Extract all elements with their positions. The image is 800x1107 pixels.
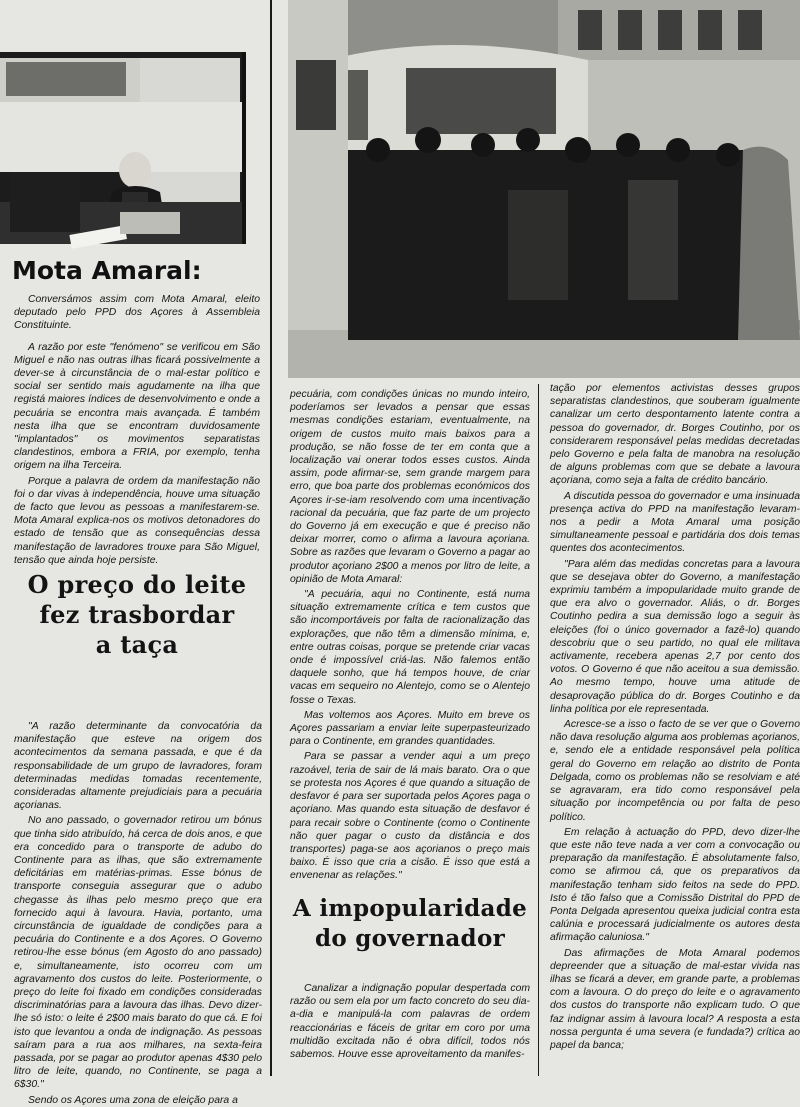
column-1: [14, 293, 260, 566]
col1-paragraph: A razão por este "fenómeno" se verificou em São Miguel e não nas outras ilhas ficará possivelmente a dever-se à circunstância de o mal-estar político e social ser sentido mais agudamente na ilha que registá maiores índices de desenvolvimento e onde a pecuária se encontra mais avançada. É também nesta ilha que se encontram duvidosamente "implantados" os movimentos separatistas clandestinos, embora a FRIA, por exemplo, tenha origem na ilha Terceira.: [14, 341, 260, 472]
subhead-preco-do-leite: [14, 570, 260, 660]
col2-paragraph: Mas voltemos aos Açores. Muito em breve os Açores passariam a enviar leite superpasteurizado para o Continente, em grandes quantidades.: [290, 709, 530, 748]
col3-paragraph: Acresce-se a isso o facto de se ver que o Governo não dava resolução alguma aos problemas açorianos, e, sendo ele a entidade responsável pela política geral do Governo em relação ao distrito de Ponta Delgada, como os problemas não se resolviam e até se agravaram, era tido como responsável pela situação por incompetência ou por falta de peso político.: [550, 719, 800, 823]
col3-paragraph: Das afirmações de Mota Amaral podemos depreender que a situação de mal-estar vivida nas ilhas se ficará a dever, em grande parte, a problemas com a lavoura. O do preço do leite e o agravamento dos custos do transporte não explicam tudo. O que faz indignar assim à lavoura local? A resposta a esta nossa pergunta é uma severa (e fundada?) crítica ao papel da banca;: [550, 947, 800, 1051]
article-headline: Mota Amaral:: [12, 256, 202, 285]
photo-mota-amaral: [0, 52, 246, 244]
col2-paragraph: Para se passar a vender aqui a um preço razoável, teria de sair de lá mais barato. Ora o que se protesta nos Açores é que quando a situação de desfavor é para ser suportada pelos Açores paga o açoriano. Mas quando esta situação de desfavor é para recair sobre o Continente (como o Continente não quer pagar o custo da distância e dos transportes) paga-se aos açorianos o preço mais baixo. É isso que cria a cisão. É isso que está a envenenar as relações.": [290, 751, 530, 882]
column-divider: [270, 0, 272, 1076]
col1-paragraph: Porque a palavra de ordem da manifestação não foi o dar vivas à independência, houve uma situação de facto que levou as pessoas a manifestarem-se. Mota Amaral explica-nos os motivos detonadores do estado de tensão que as consequências dessa manifestação de lavradores trouxe para São Miguel, tensão que ainda hoje persiste.: [14, 475, 260, 566]
col3-paragraph: "Para além das medidas concretas para a lavoura que se desejava obter do Governo, a manifestação exprimiu também a impopularidade muito grande de que era alvo o governador. Aliás, o dr. Borges Coutinho pedira a sua demissão logo a seguir às eleições (foi o único governador a fazê-lo) quando descobriu que o seu partido, no qual ele militava activamente, recebera apenas 2,7 por cento dos votos. O Governo é que não aceitou a sua demissão. Ao mesmo tempo, houve uma atitude de desaprovação pública do dr. Borges Coutinho e da linha política por ele representada.: [550, 558, 800, 715]
column-2-continued: [290, 982, 530, 1076]
col3-paragraph: A discutida pessoa do governador e uma insinuada presença activa do PPD na manifestação levaram-nos a pedir a Mota Amaral uma posição simultaneamente pessoal e partidária dos dois temas quentes dos acontecimentos.: [550, 490, 800, 555]
subhead-line: fez trasbordar: [39, 600, 235, 629]
column-1-continued: [14, 720, 262, 1106]
subhead-line: O preço do leite: [27, 570, 247, 599]
column-divider: [538, 384, 539, 1076]
column-2: [290, 388, 530, 882]
subhead-line: do governador: [314, 925, 506, 952]
column-3: [550, 382, 800, 1076]
subhead-line: A impopularidade: [292, 895, 528, 922]
col3-paragraph: tação por elementos activistas desses grupos separatistas clandestinos, que souberam igualmente canalizar um certo despontamento latente contra a pessoa do governador, dr. Borges Coutinho, por os considerarem responsável pelas medidas decretadas pelo Governo e pela falta de manobra na resolução de alguns problemas com que se debate a lavoura açoriana, como seja a falta de crédito bancário.: [550, 383, 800, 487]
intro-paragraph: Conversámos assim com Mota Amaral, eleito deputado pelo PPD dos Açores à Assembleia Constituinte.: [14, 294, 260, 332]
photo-crowd-manifestation: [288, 0, 800, 378]
col1b-paragraph: Sendo os Açores uma zona de eleição para a: [28, 1094, 238, 1106]
col1b-paragraph: No ano passado, o governador retirou um bónus que tinha sido atribuído, há cerca de dois anos, e que era concedido para o transporte de adubo do Continente para as ilhas, que são extremamente deficitárias em matérias-primas. Esse bónus de transporte conseguia assegurar que o adubo chegasse às ilhas pelo mesmo preço que era fornecido aqui à lavoura. Havia, portanto, uma circunstância de igualdade de condições para a pecuária do Continente e a dos Açores. O Governo retirou-lhe esse bónus (em Agosto do ano passado) e, simultaneamente, isto ocorreu com um agravamento dos custos do leite. Posteriormente, o preço do leite foi fixado em condições consideradas discriminatórias para a lavoura das ilhas. Devo dizer-lhe só isto: o leite é 2$00 mais barato do que cá. E foi isto que levantou a onda de indignação. As pessoas saíram para a rua aos milhares, na sexta-feira passada, por se pagar ao produtor apenas 4$30 pelo litro de leite, quando, no Continente, se paga a 6$30.": [14, 815, 262, 1091]
col3-paragraph: Em relação à actuação do PPD, devo dizer-lhe que este não teve nada a ver com a convocação ou preparação da manifestação. É absolutamente falso, como se afirmou cá, que os preparativos da manifestação tenham sido feitos na sede do PPD. Isto é tão falso que a Comissão Distrital do PPD de Ponta Delgada apresentou queixa judicial contra esta calúnia e processará judicialmente os autores desta afirmação caluniosa.": [550, 826, 800, 944]
col2-paragraph: "A pecuária, aqui no Continente, está numa situação extremamente crítica e tem custos que são incomportáveis por falta de racionalização das explorações, que não têm a dimensão mínima, e, entre outras coisas, porque se pretende criar vacas onde é impossível criá-las. Não falemos então daquele sonho, que há tempos houve, de criar vacas em sequeiro no Alentejo, como se o Alentejo fosse o Texas.: [290, 589, 530, 706]
subhead-impopularidade: [290, 894, 530, 954]
col2b-paragraph: Canalizar a indignação popular despertada com razão ou sem ela por um facto concreto do seu dia-a-dia e manipulá-la com palavras de ordem reaccionárias e fáceis de gritar em coro por uma multidão excitada não é obra difícil, todos nós sabemos. Houve esse aproveitamento da manifes-: [290, 983, 530, 1061]
col1b-paragraph: "A razão determinante da convocatória da manifestação que esteve na origem dos acontecimentos da semana passada, e que é da responsabilidade de um grupo de lavradores, foram determinadas medidas tomadas recentemente, consideradas altamente prejudiciais para a pecuária açorianas.: [14, 721, 262, 812]
subhead-line: a taça: [95, 630, 179, 659]
col2-paragraph: pecuária, com condições únicas no mundo inteiro, poderíamos ser levados a pensar que essas mesmas condições estariam, eventualmente, na origem de custos muito mais baixos para a produção, se não fosse de ter em conta que a localização vai onerar todos esses custos. Ainda assim, pode afirmar-se, sem grande margem para erro, que boa parte dos problemas económicos dos Açores ir-se-iam resolvendo com uma incentivação racional da pecuária, que faz parte de um projecto do Governo já em execução e que é preciso não deixar morrer, como o afirma a lavoura açoriana. Sobre as razões que levaram o Governo a pagar ao produtor açoriano 2$00 a menos por litro de leite, a opinião de Mota Amaral:: [290, 389, 530, 585]
